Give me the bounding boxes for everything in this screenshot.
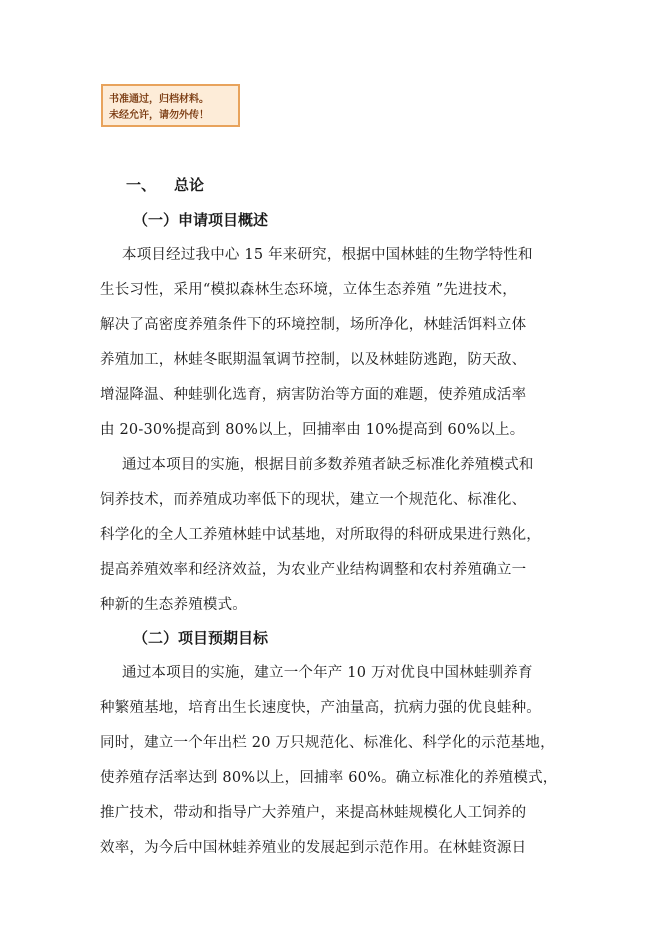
paragraph-line: 通过本项目的实施，根据目前多数养殖者缺乏标准化养殖模式和 (122, 457, 534, 473)
paragraph-line: 推广技术，带动和指导广大养殖户，来提高林蛙规模化人工饲养的 (100, 805, 527, 821)
notice-line-1: 书准通过，归档材料。 (109, 94, 209, 105)
section-title: 总论 (174, 176, 205, 194)
paragraph-line: 效率，为今后中国林蛙养殖业的发展起到示范作用。在林蛙资源日 (100, 840, 527, 856)
paragraph-line: 生长习性，采用“模拟森林生态环境，立体生态养殖 ”先进技术， (100, 282, 517, 298)
notice-line-2: 未经允许，请勿外传！ (109, 110, 209, 121)
paragraph-line: 科学化的全人工养殖林蛙中试基地，对所取得的科研成果进行熟化， (100, 527, 541, 543)
paragraph-line: 饲养技术，而养殖成功率低下的现状，建立一个规范化、标准化、 (100, 492, 527, 508)
paragraph-line: 提高养殖效率和经济效益，为农业产业结构调整和农村养殖确立一 (100, 562, 527, 578)
paragraph-line: 种新的生态养殖模式。 (100, 597, 247, 613)
paragraph-line: 同时，建立一个年出栏 20 万只规范化、标准化、科学化的示范基地， (100, 735, 555, 751)
paragraph-line: 解决了高密度养殖条件下的环境控制，场所净化，林蛙活饵料立体 (100, 317, 527, 333)
section-number: 一、 (126, 176, 157, 194)
paragraph-line: 由 20-30%提高到 80%以上，回捕率由 10%提高到 60%以上。 (100, 422, 525, 438)
confidential-notice-stamp (101, 84, 240, 127)
paragraph-line: 种繁殖基地，培育出生长速度快，产油量高，抗病力强的优良蛙种。 (100, 700, 541, 716)
subsection-2-heading: （二）项目预期目标 (133, 629, 269, 647)
section-heading (126, 174, 204, 195)
paragraph-line: 使养殖存活率达到 80%以上，回捕率 60%。确立标准化的养殖模式， (100, 770, 558, 786)
paragraph-line: 养殖加工，林蛙冬眠期温氧调节控制，以及林蛙防逃跑，防天敌、 (100, 352, 527, 368)
paragraph-line: 增湿降温、种蛙驯化选育，病害防治等方面的难题，使养殖成活率 (100, 387, 527, 403)
paragraph-line: 本项目经过我中心 15 年来研究，根据中国林蛙的生物学特性和 (122, 247, 533, 263)
paragraph-line: 通过本项目的实施，建立一个年产 10 万对优良中国林蛙驯养育 (122, 665, 533, 681)
subsection-1-heading: （一）申请项目概述 (133, 211, 269, 229)
